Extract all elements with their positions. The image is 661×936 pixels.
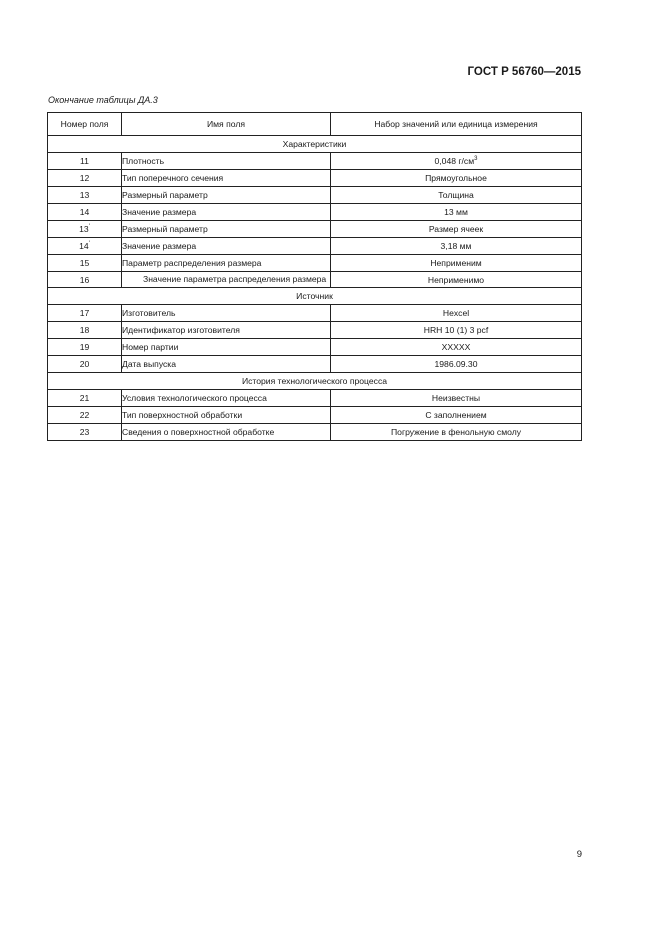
field-number: 13 [48, 187, 122, 204]
field-number: 22 [48, 407, 122, 424]
table-row [48, 356, 582, 373]
field-name: Изготовитель [122, 305, 331, 322]
document-code: ГОСТ Р 56760—2015 [467, 66, 581, 78]
table-row [48, 204, 582, 221]
field-name: Тип поперечного сечения [122, 170, 331, 187]
field-value: С заполнением [331, 407, 582, 424]
field-value: Прямоугольное [331, 170, 582, 187]
field-name: Значение размера [122, 238, 331, 255]
field-number [48, 221, 122, 238]
field-value: Неприменимо [331, 272, 582, 288]
field-value: Толщина [331, 187, 582, 204]
section-title: Характеристики [48, 136, 582, 153]
column-header-name: Имя поля [122, 113, 331, 136]
section-row [48, 288, 582, 305]
field-value [331, 153, 582, 170]
field-name: Размерный параметр [122, 221, 331, 238]
section-row [48, 373, 582, 390]
field-number: 16 [48, 272, 122, 288]
field-name: Размерный параметр [122, 187, 331, 204]
section-row [48, 136, 582, 153]
table-row [48, 322, 582, 339]
column-header-values: Набор значений или единица измерения [331, 113, 582, 136]
field-number: 23 [48, 424, 122, 441]
field-value: HRH 10 (1) 3 pcf [331, 322, 582, 339]
table-row [48, 221, 582, 238]
field-name: Номер партии [122, 339, 331, 356]
field-value: 13 мм [331, 204, 582, 221]
table-row [48, 170, 582, 187]
table-row [48, 255, 582, 272]
field-number: 12 [48, 170, 122, 187]
superscript: 3 [474, 156, 478, 163]
field-name: Дата выпуска [122, 356, 331, 373]
table-row [48, 305, 582, 322]
field-number: 11 [48, 153, 122, 170]
field-name: Плотность [122, 153, 331, 170]
field-value: XXXXX [331, 339, 582, 356]
field-value: Размер ячеек [331, 221, 582, 238]
field-value: Hexcel [331, 305, 582, 322]
field-number: 18 [48, 322, 122, 339]
superscript: ' [88, 224, 90, 231]
field-number: 15 [48, 255, 122, 272]
column-header-number: Номер поля [48, 113, 122, 136]
table-caption: Окончание таблицы ДА.3 [48, 95, 158, 105]
page-number: 9 [576, 849, 582, 860]
table-row [48, 187, 582, 204]
field-value: 3,18 мм [331, 238, 582, 255]
field-name: Сведения о поверхностной обработке [122, 424, 331, 441]
field-name: Идентификатор изготовителя [122, 322, 331, 339]
superscript: ' [88, 241, 90, 248]
field-number: 17 [48, 305, 122, 322]
field-value: Неизвестны [331, 390, 582, 407]
section-title: Источник [48, 288, 582, 305]
field-name: Параметр распределения размера [122, 255, 331, 272]
table-row [48, 407, 582, 424]
field-number-text: 14 [79, 241, 89, 251]
field-name: Значение размера [122, 204, 331, 221]
field-number-text: 13 [79, 224, 89, 234]
table-row [48, 272, 582, 288]
field-number: 14 [48, 204, 122, 221]
field-name: Значение параметра распределения размера [122, 272, 331, 288]
field-value: 1986.09.30 [331, 356, 582, 373]
section-title: История технологического процесса [48, 373, 582, 390]
table-row [48, 153, 582, 170]
table-header-row [48, 113, 582, 136]
table-row [48, 339, 582, 356]
field-number: 19 [48, 339, 122, 356]
field-value: Неприменим [331, 255, 582, 272]
field-name: Тип поверхностной обработки [122, 407, 331, 424]
table-row [48, 238, 582, 255]
field-number: 21 [48, 390, 122, 407]
data-table [47, 112, 582, 441]
field-value: Погружение в фенольную смолу [331, 424, 582, 441]
field-number [48, 238, 122, 255]
table-row [48, 390, 582, 407]
field-number: 20 [48, 356, 122, 373]
table-row [48, 424, 582, 441]
field-name: Условия технологического процесса [122, 390, 331, 407]
field-value-text: 0,048 г/см [434, 156, 475, 166]
